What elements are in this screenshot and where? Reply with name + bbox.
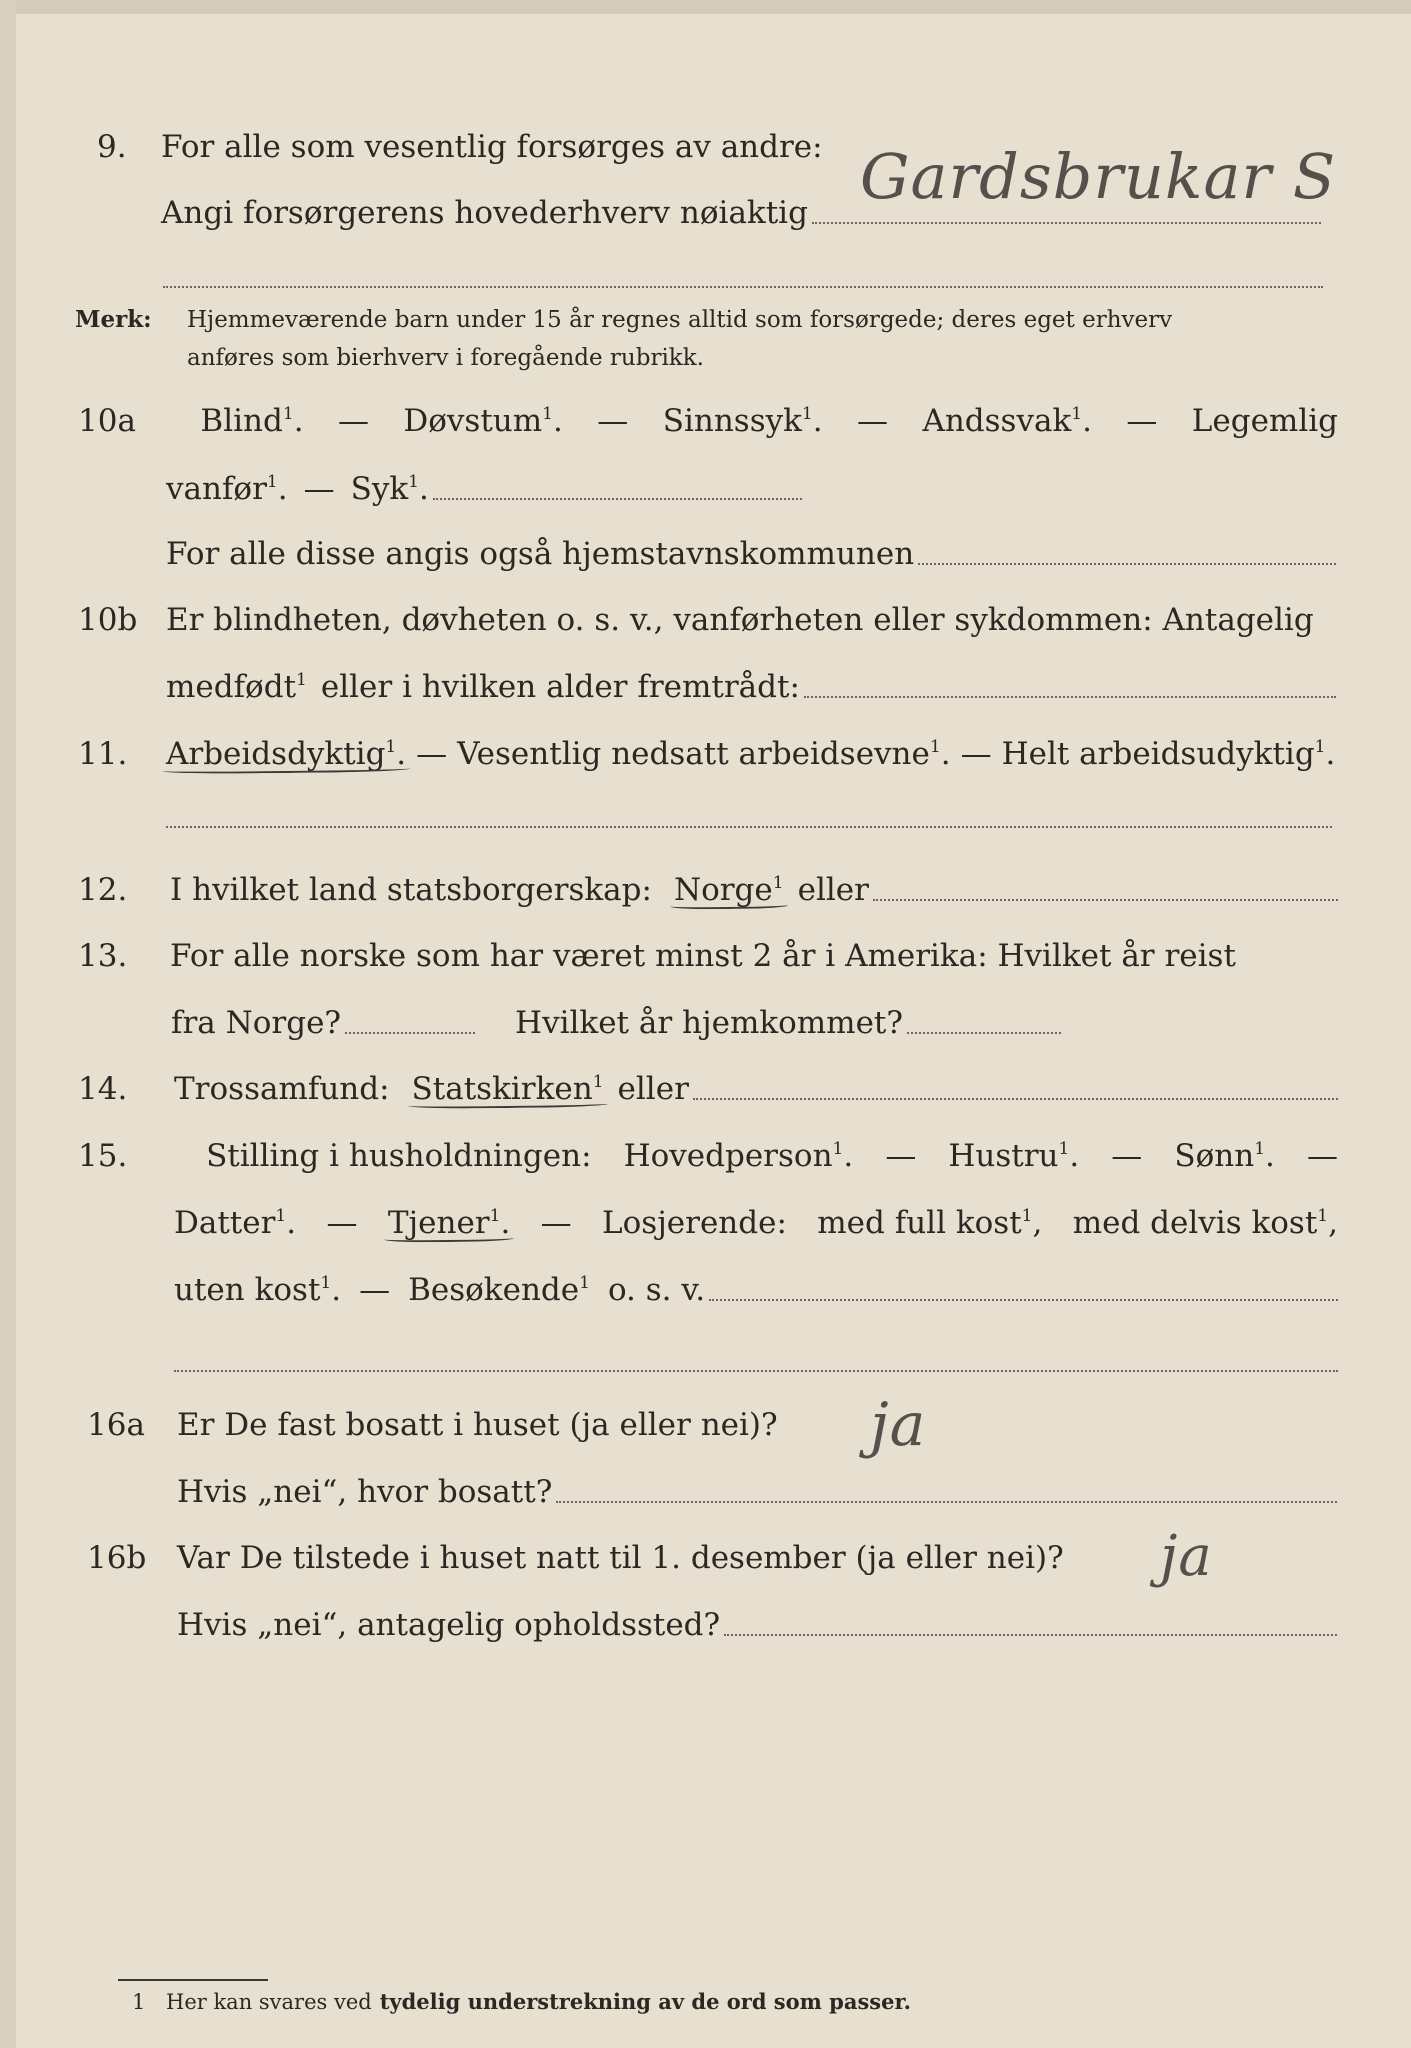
q16a-number: 16a — [87, 1407, 145, 1443]
footnote — [132, 1986, 1132, 2018]
q10a-number: 10a — [78, 403, 136, 439]
q10a-line2: vanfør$^1$. — Syk$^1$. — [166, 466, 802, 512]
q16a-handwritten-answer: ja — [870, 1390, 927, 1460]
dash: — — [1306, 1138, 1338, 1174]
q10a-blind: Blind$^1$. — [200, 403, 304, 439]
q10a-vanfor: vanfør — [166, 471, 267, 507]
q15-sonn-mark: 1 — [1254, 1139, 1266, 1160]
q10b-medfodt-mark: 1 — [296, 670, 307, 691]
q15-stilling: Stilling i husholdningen: — [206, 1138, 592, 1174]
q11-udyktig: Helt arbeidsudyktig — [1001, 736, 1315, 772]
q15-hovedperson: Hovedperson — [623, 1138, 833, 1174]
dash: — — [885, 1138, 917, 1174]
q14-statskirken: Statskirken — [411, 1071, 593, 1107]
q16b-line1 — [87, 1535, 1287, 1581]
q15-delviskost-mark: 1 — [1317, 1206, 1329, 1227]
dash: — — [857, 403, 889, 439]
q10a-syk-field[interactable] — [433, 496, 802, 500]
q11-line1: 11. Arbeidsdyktig$^1$. — Vesentlig nedsatt arbeidsevne$^1$. — Helt arbeidsudyktig$^1$. — [78, 731, 1338, 777]
q11-udyktig-mark: 1 — [1314, 737, 1326, 758]
q12-norge-underlined — [674, 867, 784, 913]
q14-number: 14. — [78, 1071, 128, 1107]
footnote-rule — [118, 1979, 268, 1981]
q15-sonn: Sønn — [1174, 1138, 1255, 1174]
dash: — — [326, 1205, 358, 1241]
q10b-alder-field[interactable] — [804, 694, 1336, 698]
q15-datter: Datter — [174, 1205, 276, 1241]
q15-line1: 15. Stilling i husholdningen: Hovedperson$^1$. — Hustru$^1$. — Sønn$^1$. — — [78, 1133, 1338, 1179]
q13-hjemkommet-label: Hvilket år hjemkommet? — [515, 1005, 904, 1041]
q13-line1 — [78, 933, 1338, 979]
dash: — — [359, 1272, 391, 1308]
q15-hustru-mark: 1 — [1058, 1139, 1070, 1160]
q15-utenkost: uten kost — [174, 1272, 321, 1308]
q15-line3: uten kost$^1$. — Besøkende$^1$ o. s. v. — [174, 1267, 1338, 1313]
q13-hjemkommet-field[interactable] — [907, 1030, 1061, 1034]
dash: — — [597, 403, 629, 439]
q12-line1 — [78, 867, 1338, 913]
q15-losjerende: Losjerende: — [602, 1205, 787, 1241]
q16a-line1 — [87, 1402, 987, 1448]
q15-datter-mark: 1 — [275, 1206, 287, 1227]
q14-text: Trossamfund: — [174, 1071, 390, 1107]
q13-reist-label: fra Norge? — [171, 1005, 342, 1041]
q15-hustru: Hustru — [948, 1138, 1059, 1174]
q16a-line2 — [177, 1469, 1337, 1515]
dash: — — [540, 1205, 572, 1241]
q14-line1 — [78, 1066, 1338, 1112]
q15-fullkost: med full kost — [817, 1205, 1022, 1241]
q10a-dovstum: Døvstum$^1$. — [403, 403, 563, 439]
q15-tjener-underlined: Tjener$^1$. — [388, 1200, 510, 1246]
q16a-text2: Hvis „nei“, hvor bosatt? — [177, 1474, 553, 1510]
q15-fullkost-mark: 1 — [1021, 1206, 1033, 1227]
q10b-medfodt: medfødt — [166, 669, 297, 705]
merk-line1 — [75, 302, 1335, 338]
dash: — — [416, 736, 448, 772]
q16a-text1: Er De fast bosatt i huset (ja eller nei)? — [177, 1407, 778, 1443]
q16b-handwritten-answer: ja — [1160, 1524, 1213, 1589]
q10a-vanfor-mark: 1 — [266, 472, 278, 493]
q12-norge-mark: 1 — [772, 873, 784, 894]
q9-answer-field[interactable] — [812, 220, 1321, 224]
dash: — — [1126, 403, 1158, 439]
q10a-blind-label: Blind — [200, 403, 283, 439]
q9-number: 9. — [97, 129, 127, 165]
q10a-sinnssyk-label: Sinnssyk — [662, 403, 802, 439]
q10a-legemlig: Legemlig — [1191, 403, 1338, 439]
q11-arbeidsdyktig-underlined: Arbeidsdyktig$^1$. — [166, 731, 406, 777]
q15-besokende-mark: 1 — [579, 1273, 590, 1294]
merk-line2 — [187, 340, 1287, 376]
q12-land-field[interactable] — [873, 897, 1338, 901]
dash: — — [337, 403, 369, 439]
q16b-text2: Hvis „nei“, antagelig opholdssted? — [177, 1607, 721, 1643]
q15-tjener: Tjener — [387, 1205, 490, 1241]
q10a-dovstum-mark: 1 — [542, 404, 553, 425]
q10a-line3 — [166, 531, 1336, 577]
dash: — — [1111, 1138, 1143, 1174]
q10a-blind-mark: 1 — [282, 404, 294, 425]
q12-number: 12. — [78, 872, 128, 908]
q10a-line1 — [78, 398, 1338, 444]
q11-nedsatt-mark: 1 — [929, 737, 941, 758]
q10b-line1 — [78, 597, 1338, 643]
q13-text1: For alle norske som har været minst 2 år i Amerika: Hvilket år reist — [170, 938, 1236, 974]
q15-stilling-field[interactable] — [709, 1297, 1338, 1301]
q10a-syk: Syk — [350, 471, 409, 507]
q10a-sinnssyk: Sinnssyk$^1$. — [662, 403, 823, 439]
page-edge-left — [0, 0, 16, 2048]
q14-trossamfund-field[interactable] — [693, 1096, 1338, 1100]
merk-label: Merk: — [75, 306, 152, 333]
q9-answer-line2 — [163, 286, 1323, 288]
q15-besokende: Besøkende — [408, 1272, 580, 1308]
q15-answer-line — [174, 1370, 1338, 1372]
dash: — — [303, 471, 335, 507]
q10a-andssvak: Andssvak$^1$. — [922, 403, 1092, 439]
page-edge-top — [0, 0, 1411, 14]
q15-line2: Datter$^1$. — Tjener$^1$. — Losjerende: med full kost$^1$, med delvis kost$^1$, — [174, 1200, 1338, 1246]
q16b-text1: Var De tilstede i huset natt til 1. desember (ja eller nei)? — [177, 1540, 1064, 1576]
q15-delviskost: med delvis kost — [1072, 1205, 1318, 1241]
q9-text2: Angi forsørgerens hovederhverv nøiaktig — [161, 195, 808, 231]
q15-utenkost-mark: 1 — [320, 1273, 332, 1294]
q11-number: 11. — [78, 736, 128, 772]
q11-arbeidsdyktig: Arbeidsdyktig — [166, 736, 386, 772]
q10b-number: 10b — [78, 602, 138, 638]
q9-text1: For alle som vesentlig forsørges av andre: — [161, 129, 823, 165]
q10a-sinnssyk-mark: 1 — [801, 404, 813, 425]
q14-statskirken-underlined — [412, 1066, 604, 1112]
q15-number: 15. — [78, 1138, 128, 1174]
q15-hovedperson-mark: 1 — [832, 1139, 844, 1160]
q16a-bosatt-field[interactable] — [556, 1499, 1337, 1503]
q12-text: I hvilket land statsborgerskap: — [170, 872, 652, 908]
q9-handwritten-answer: Gardsbrukar S — [860, 140, 1337, 213]
merk-text2: anføres som bierhverv i foregående rubrikk. — [187, 345, 704, 371]
q13-number: 13. — [78, 938, 128, 974]
q10b-line2 — [166, 664, 1336, 710]
q14-statskirken-mark: 1 — [592, 1072, 604, 1093]
footnote-mark: 1 — [132, 1990, 146, 2014]
q11-answer-line — [166, 826, 1332, 828]
footnote-text2: tydelig understrekning av de ord som passer. — [379, 1989, 911, 2014]
q14-eller: eller — [617, 1071, 689, 1107]
q15-osv: o. s. v. — [607, 1272, 706, 1308]
q9-line1 — [97, 124, 957, 170]
q10a-andssvak-mark: 1 — [1071, 404, 1083, 425]
q13-reist-field[interactable] — [345, 1030, 475, 1034]
footnote-text1: Her kan svares ved — [166, 1990, 372, 2014]
q12-norge: Norge — [673, 872, 773, 908]
q11-nedsatt: Vesentlig nedsatt arbeidsevne — [457, 736, 930, 772]
q11-arbeidsdyktig-mark: 1 — [385, 737, 397, 758]
q13-line2 — [171, 1000, 1061, 1046]
merk-text1: Hjemmeværende barn under 15 år regnes alltid som forsørgede; deres eget erhverv — [187, 307, 1173, 333]
q16b-number: 16b — [87, 1540, 147, 1576]
q15-tjener-mark: 1 — [489, 1206, 501, 1227]
q16b-opholdssted-field[interactable] — [724, 1632, 1337, 1636]
q12-eller: eller — [797, 872, 869, 908]
dash: — — [960, 736, 992, 772]
q10a-text3: For alle disse angis også hjemstavnskommunen — [166, 536, 915, 572]
q10a-syk-mark: 1 — [408, 472, 420, 493]
q10a-dovstum-label: Døvstum — [403, 403, 543, 439]
q10b-text2: eller i hvilken alder fremtrådt: — [320, 669, 800, 705]
q10a-andssvak-label: Andssvak — [922, 403, 1072, 439]
q10b-text1: Er blindheten, døvheten o. s. v., vanførheten eller sykdommen: Antagelig — [166, 602, 1314, 638]
q10a-hjemstavn-field[interactable] — [918, 561, 1336, 565]
q16b-line2 — [177, 1602, 1337, 1648]
